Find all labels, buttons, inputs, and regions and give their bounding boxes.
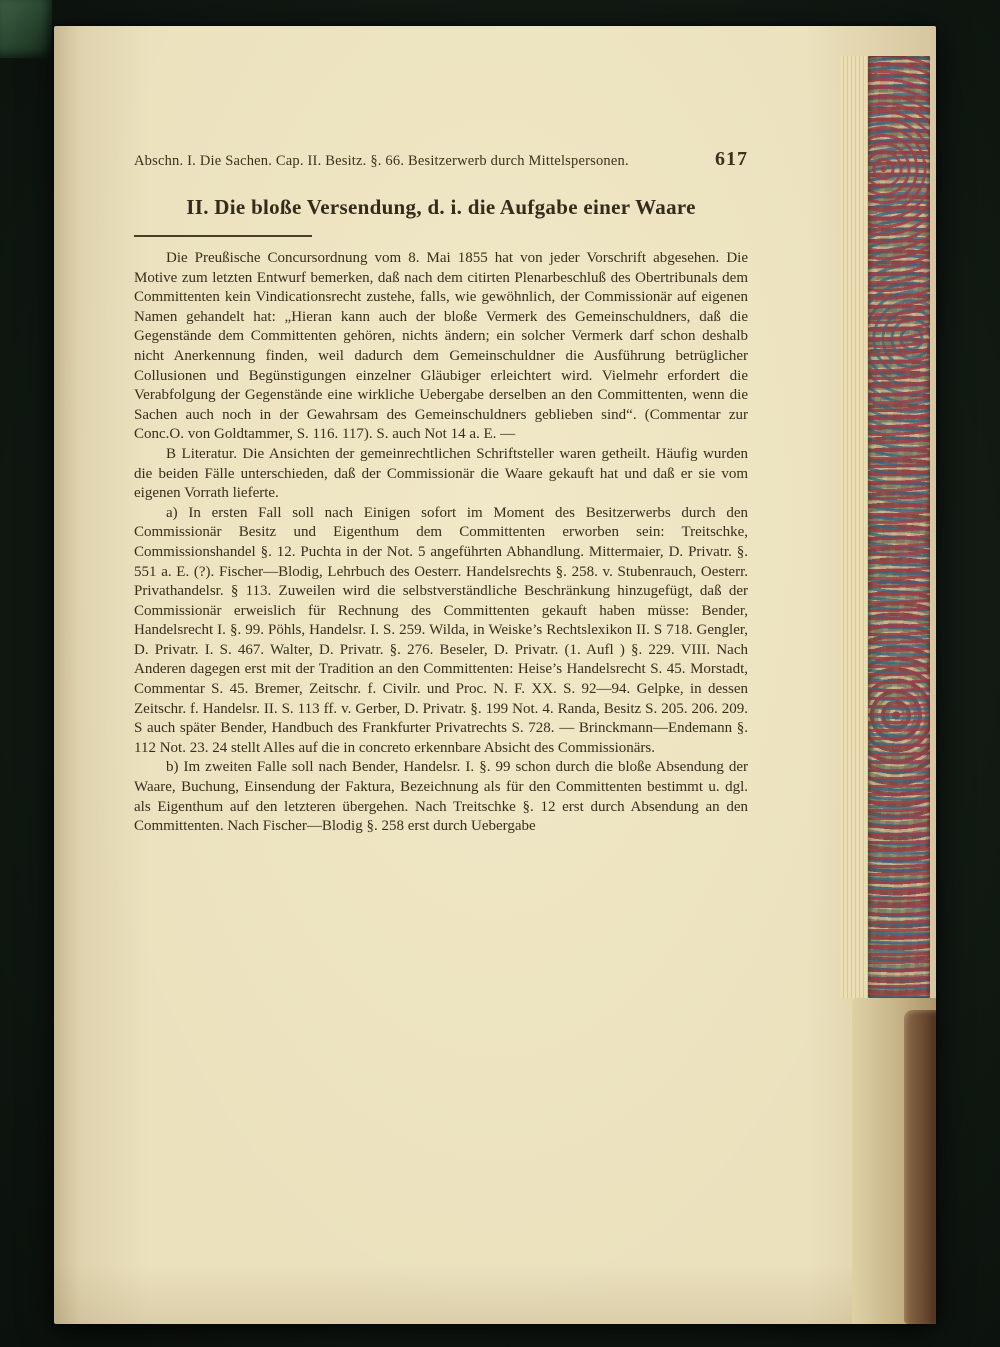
section-heading: II. Die bloße Versendung, d. i. die Aufgabe einer Waare (186, 195, 696, 219)
running-title: Abschn. I. Die Sachen. Cap. II. Besitz. §. 66. Besitzerwerb durch Mittelspersonen. (134, 153, 629, 169)
page-number: 617 (715, 148, 748, 170)
text-block (134, 148, 748, 837)
marbled-fore-edge (868, 56, 930, 998)
cover-edge (904, 1010, 936, 1324)
paragraph-zweiter-fall: b) Im zweiten Falle soll nach Bender, Handelsr. I. §. 99 schon durch die bloße Absendung der Waare, Buchung, Einsendung der Faktura, Bezeichnung als für den Committenten bestimmt u. dgl. als Eigenthum auf den letzteren übergehen. Nach Treitschke §. 12 erst durch Absendung an den Committenten. Nach Fischer—Blodig §. 258 erst durch Uebergabe (134, 759, 748, 835)
heading-rule (134, 235, 312, 237)
book-cover-corner (0, 0, 52, 58)
running-header (134, 148, 748, 171)
paragraph-literatur: B Literatur. Die Ansichten der gemeinrechtlichen Schriftsteller waren getheilt. Häufig wurden die beiden Fälle unterschieden, daß der Commissionär die Waare gekauft hat und daß er sie vom eigenen Vorrath lieferte. (134, 445, 748, 502)
page-edges (840, 56, 868, 998)
body-text (134, 249, 748, 837)
book-page (54, 26, 936, 1324)
paragraph-concursordnung: Die Preußische Concursordnung vom 8. Mai 1855 hat von jeder Vorschrift abgesehen. Die Motive zum letzten Entwurf bemerken, daß nach dem citirten Plenarbeschluß des Obertribunals dem Committenten kein Vindicationsrecht zustehe, falls, wie gewöhnlich, der Commissionär auf eigenen Namen gehandelt hat: „Hieran kann auch der bloße Vermerk des Gemeinschuldners, daß die Gegenstände dem Committenten gehören, nichts ändern; ein solcher Vermerk darf schon deshalb nicht Anerkennung finden, weil dadurch dem Gemeinschuldner die Ausführung betrüglicher Collusionen und Begünstigungen einzelner Gläubiger erleichtert wird. Vielmehr erfordert die Verabfolgung der Gegenstände eine wirkliche Uebergabe derselben an den Committenten, wenn die Sachen auch noch in der Gewahrsam des Gemeinschuldners geblieben sind“. (Commentar zur Conc.O. von Goldtammer, S. 116. 117). S. auch Not 14 a. E. — (134, 250, 748, 443)
paragraph-erster-fall: a) In ersten Fall soll nach Einigen sofort im Moment des Besitzerwerbs durch den Commissionär Besitz und Eigenthum dem Committenten erworben sein: Treitschke, Commissionshandel §. 12. Puchta in der Not. 5 angeführten Abhandlung. Mittermaier, D. Privatr. §. 551 a. E. (?). Fischer—Blodig, Lehrbuch des Oesterr. Handelsrechts §. 258. v. Stubenrauch, Oesterr. Privathandelsr. § 113. Zuweilen wird die selbstverständliche Beschränkung hinzugefügt, daß der Commissionär erweislich für Rechnung des Committenten gekauft haben müsse: Bender, Handelsrecht I. §. 99. Pöhls, Handelsr. I. S. 259. Wilda, in Weiske’s Rechtslexikon II. S 718. Gengler, D. Privatr. I. S. 467. Walter, D. Privatr. §. 276. Beseler, D. Privatr. (1. Aufl ) §. 229. VIII. Nach Anderen dagegen erst mit der Tradition an den Committenten: Heise’s Handelsrecht S. 45. Morstadt, Commentar S. 45. Bremer, Zeitschr. f. Civilr. und Proc. N. F. XX. S. 92—94. Gelpke, in dessen Zeitschr. f. Handelsr. II. S. 113 ff. v. Gerber, D. Privatr. §. 199 Not. 4. Randa, Besitz S. 205. 206. 209. S auch später Bender, Handbuch des Frankfurter Privatrechts S. 728. — Brinckmann—Endemann §. 112 Not. 23. 24 stellt Alles auf die in concreto erkennbare Absicht des Commissionärs. (134, 504, 748, 756)
